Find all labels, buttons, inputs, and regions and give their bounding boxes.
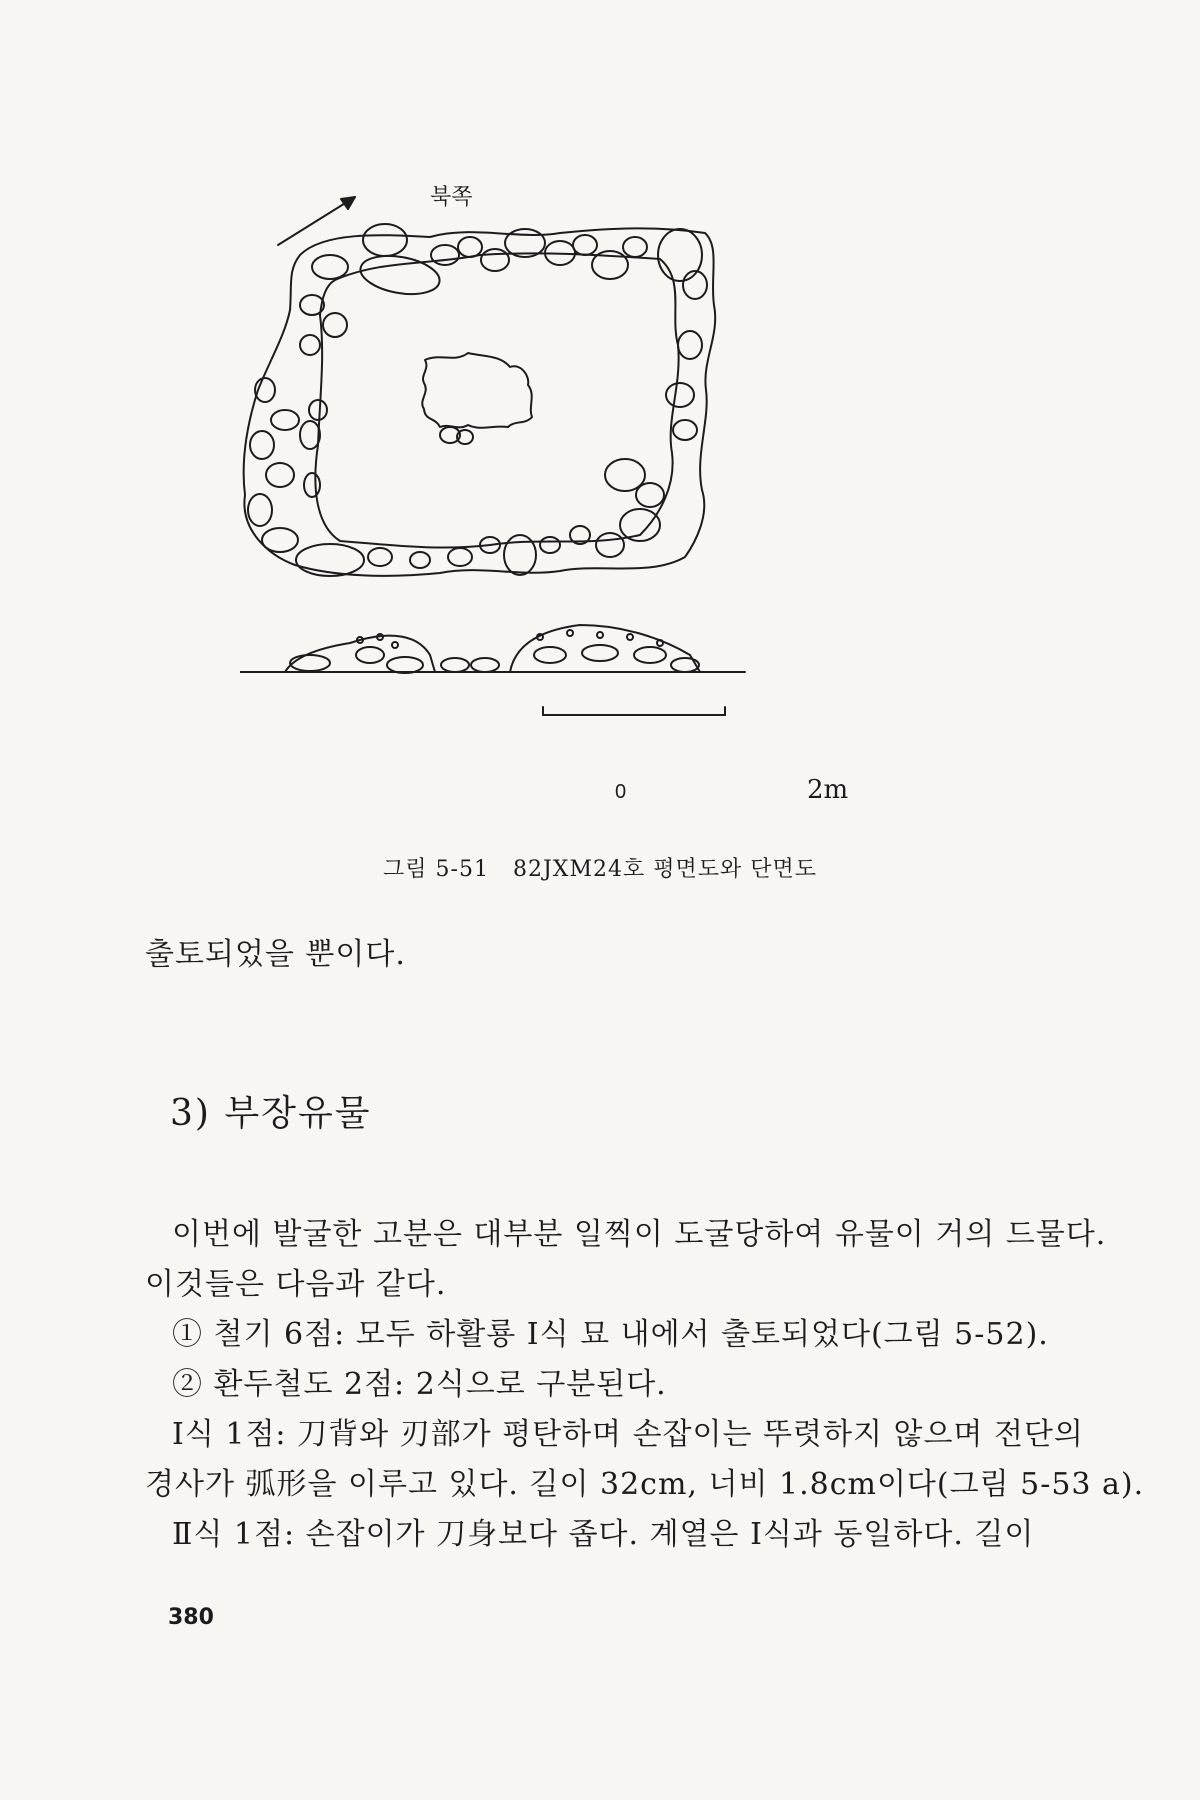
enclosure-stones	[248, 224, 707, 576]
tomb-plan-outline	[244, 228, 716, 575]
north-label: 북쪽	[430, 185, 473, 210]
scale-start-label: 0	[615, 781, 627, 803]
scale-bar	[543, 707, 725, 715]
figure-number: 그림 5-51	[383, 857, 489, 882]
continuation-text: 출토되었을 뿐이다.	[145, 937, 406, 972]
paragraph-line: 경사가 弧形을 이루고 있다. 길이 32cm, 너비 1.8cm이다(그림 5-53 a).	[145, 1467, 1145, 1502]
scale-end-label: 2m	[807, 775, 849, 805]
tomb-plan-and-section-drawing	[240, 185, 880, 825]
tomb-section-view	[240, 625, 745, 673]
central-pit	[422, 353, 532, 428]
figure-caption-text: 82JXM24호 평면도와 단면도	[512, 857, 817, 882]
figure-caption	[0, 852, 1200, 883]
section-heading: 3) 부장유물	[170, 1093, 372, 1134]
tomb-drawing-figure	[240, 185, 880, 825]
paragraph-line: 이것들은 다음과 같다.	[145, 1267, 447, 1302]
page-number: 380	[168, 1605, 214, 1630]
paragraph-line: I식 1점: 刀背와 刃部가 평탄하며 손잡이는 뚜렷하지 않으며 전단의	[172, 1417, 1084, 1452]
paragraph-line: 이번에 발굴한 고분은 대부분 일찍이 도굴당하여 유물이 거의 드물다.	[172, 1217, 1107, 1252]
paragraph-line: Ⅱ식 1점: 손잡이가 刀身보다 좁다. 계열은 I식과 동일하다. 길이	[172, 1517, 1035, 1552]
list-item-iron-tools: ① 철기 6점: 모두 하활룡 I식 묘 내에서 출토되었다(그림 5-52).	[172, 1317, 1049, 1352]
list-item-ring-pommel-sword: ② 환두철도 2점: 2식으로 구분된다.	[172, 1367, 667, 1402]
